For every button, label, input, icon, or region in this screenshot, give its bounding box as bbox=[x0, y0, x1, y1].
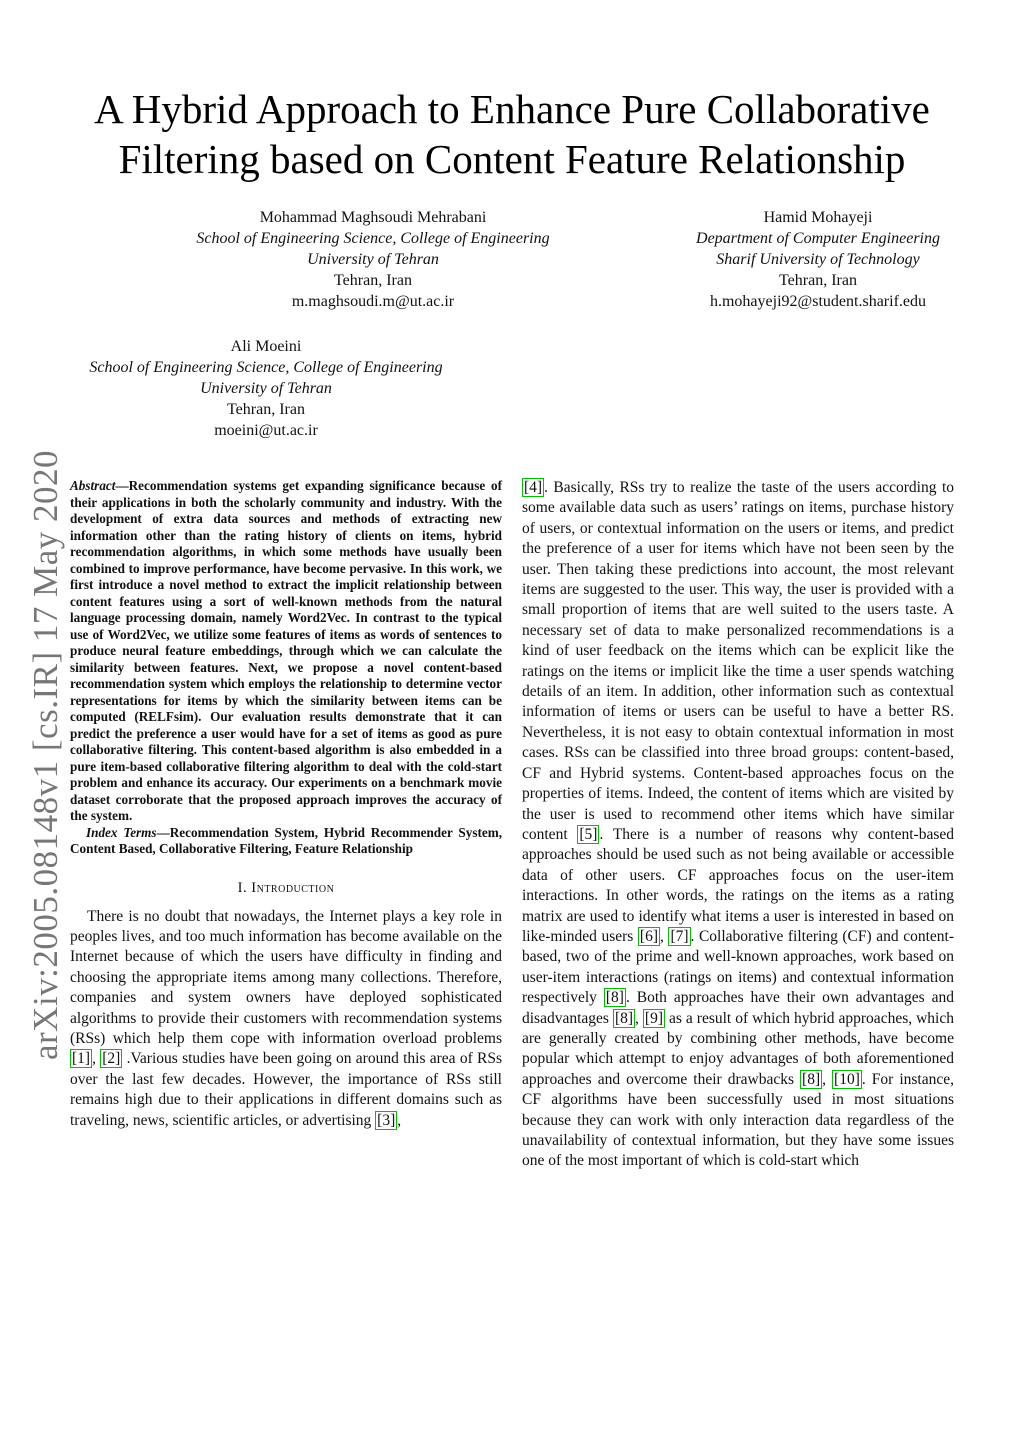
citation-link[interactable]: [10] bbox=[834, 1070, 860, 1088]
intro-paragraph-left bbox=[70, 907, 502, 1131]
author-institution: University of Tehran bbox=[307, 251, 439, 268]
abstract bbox=[70, 478, 502, 825]
author-institution: Sharif University of Technology bbox=[716, 251, 920, 268]
author-affiliation: Department of Computer Engineering bbox=[696, 230, 940, 247]
author-name: Ali Moeini bbox=[230, 338, 302, 355]
body-text: . For instance, CF algorithms have been successfully used in most situations because they can work with only interaction data regardless of the unavailability of contextual information, but they have some issues one of the most important of which is cold-start which bbox=[522, 1070, 954, 1170]
author-location: Tehran, Iran bbox=[227, 401, 305, 418]
index-terms bbox=[70, 825, 502, 858]
body-text: as a result of which hybrid approaches, which are generally created by combining other methods, have become popular which attempt to enjoy advantages of both aforementioned approaches and overcome their drawbacks bbox=[522, 1009, 954, 1088]
citation-link[interactable]: [8] bbox=[802, 1070, 821, 1088]
arxiv-identifier bbox=[26, 450, 66, 1060]
author-name: Mohammad Maghsoudi Mehrabani bbox=[259, 209, 487, 226]
body-text: .Various studies have been going on around this area of RSs over the last few decades. However, the importance of RSs still remains high due to their applications in different domains such as traveling, news, scientific articles, or advertising bbox=[70, 1050, 502, 1129]
arxiv-id-text: arXiv:2005.08148v1 [cs.IR] 17 May 2020 bbox=[26, 449, 66, 1061]
citation-link[interactable]: [8] bbox=[605, 989, 624, 1007]
body-text: , bbox=[397, 1111, 402, 1129]
separator: , bbox=[822, 1070, 833, 1088]
abstract-text: —Recommendation systems get expanding significance because of their applications in both the scholarly community and industry. With the development of extra data sources and methods of extracting new information other than the rating history of clients on items, hybrid recommendation algorithms, in which some methods have usually been combined to improve performance, have become pervasive. In this work, we first introduce a novel method to extract the implicit relationship between content features using a sort of well-known methods from the natural language processing domain, namely Word2Vec. In contrast to the typical use of Word2Vec, we utilize some features of items as words of sentences to produce neural feature embeddings, through which we can calculate the similarity between features. Next, we propose a novel content-based recommendation system which employs the relationship to determine vector representations for items by which the similarity between items can be computed (RELFsim). Our evaluation results demonstrate that it can predict the preference a user would have for a set of items as good as pure collaborative filtering. This content-based algorithm is also embedded in a pure item-based collaborative filtering algorithm to deal with the cold-start problem and enhance its accuracy. Our experiments on a benchmark movie dataset corroborate that the proposed approach improves the accuracy of the system. bbox=[70, 478, 502, 823]
author-affiliation: School of Engineering Science, College of Engineering bbox=[196, 230, 550, 247]
separator: , bbox=[659, 927, 669, 945]
separator: , bbox=[92, 1050, 101, 1068]
body-text: . Collaborative filtering (CF) and content-based, two of the prime and well-known approaches, work based on user-item interactions (ratings on items) and contextual information respectively bbox=[522, 927, 954, 1007]
author-name: Hamid Mohayeji bbox=[763, 209, 873, 226]
citation-link[interactable]: [1] bbox=[72, 1050, 91, 1068]
section-title: Introduction bbox=[251, 879, 335, 896]
body-text: There is no doubt that nowadays, the Internet plays a key role in peoples lives, and too much information has become available on the Internet because of which the users have difficulty in finding and choosing the appropriate items among many collections. Therefore, companies and system owners have deployed sophisticated algorithms to provide their customers with recommendation systems (RSs) which help them cope with information overload problems bbox=[70, 907, 502, 1047]
left-column bbox=[70, 478, 502, 1131]
author-location: Tehran, Iran bbox=[779, 272, 857, 289]
citation-link[interactable]: [6] bbox=[639, 927, 658, 945]
author-affiliation: School of Engineering Science, College of Engineering bbox=[89, 359, 443, 376]
author-block-1 bbox=[168, 207, 578, 312]
paper-title: A Hybrid Approach to Enhance Pure Collaborative Filtering based on Content Feature Relationship bbox=[94, 86, 930, 182]
author-location: Tehran, Iran bbox=[334, 272, 412, 289]
body-text: . There is a number of reasons why content-based approaches should be used such as not being available or accessible data of other users. CF approaches focus on the user-item interactions. In other words, the ratings on the items as a rating matrix are used to identify what items a user is interested in based on like-minded users bbox=[522, 825, 955, 945]
body-text: . Basically, RSs try to realize the taste of the users according to some available data such as users’ ratings on items, purchase history of users, or contextual information on the users or items, and predict the preference of a user for items which have not been seen by the user. Then taking these predictions into account, the most relevant items are suggested to the user. This way, the user is provided with a small proportion of items that are well suited to the users taste. A necessary set of data to make personalized recommendations is a kind of user feedback on the items which can be explicit like the ratings on the items or implicit like the time a user spends watching details of an item. In addition, other information such as contextual information of items or users can be useful to have a better RS. Nevertheless, it is not easy to obtain contextual information in most cases. RSs can be classified into three broad groups: content-based, CF and Hybrid systems. Content-based approaches focus on the properties of items. Indeed, the content of items which are visited by the user is used to recommend other items which have similar content bbox=[522, 479, 954, 843]
right-column bbox=[522, 478, 954, 1172]
author-email: moeini@ut.ac.ir bbox=[214, 422, 318, 439]
section-number: I. bbox=[237, 879, 248, 896]
citation-link[interactable]: [4] bbox=[524, 479, 543, 496]
author-email: h.mohayeji92@student.sharif.edu bbox=[709, 293, 927, 310]
intro-paragraph-right bbox=[522, 478, 954, 1172]
author-block-2 bbox=[668, 207, 968, 312]
citation-link[interactable]: [5] bbox=[579, 825, 598, 843]
author-block-3 bbox=[66, 336, 466, 441]
citation-link[interactable]: [3] bbox=[377, 1111, 396, 1129]
index-terms-text: —Recommendation System, Hybrid Recommender System, Content Based, Collaborative Filtering, Feature Relationship bbox=[70, 824, 503, 856]
citation-link[interactable]: [2] bbox=[102, 1050, 121, 1068]
separator: , bbox=[635, 1009, 643, 1027]
citation-link[interactable]: [8] bbox=[614, 1009, 634, 1027]
index-terms-label: Index Terms bbox=[86, 824, 157, 840]
author-email: m.maghsoudi.m@ut.ac.ir bbox=[291, 293, 455, 310]
section-heading bbox=[70, 880, 502, 897]
abstract-label: Abstract bbox=[70, 478, 116, 493]
citation-link[interactable]: [7] bbox=[670, 927, 689, 945]
author-institution: University of Tehran bbox=[200, 380, 332, 397]
citation-link[interactable]: [9] bbox=[644, 1009, 663, 1027]
body-text: . Both approaches have their own advantages and disadvantages bbox=[522, 989, 955, 1027]
